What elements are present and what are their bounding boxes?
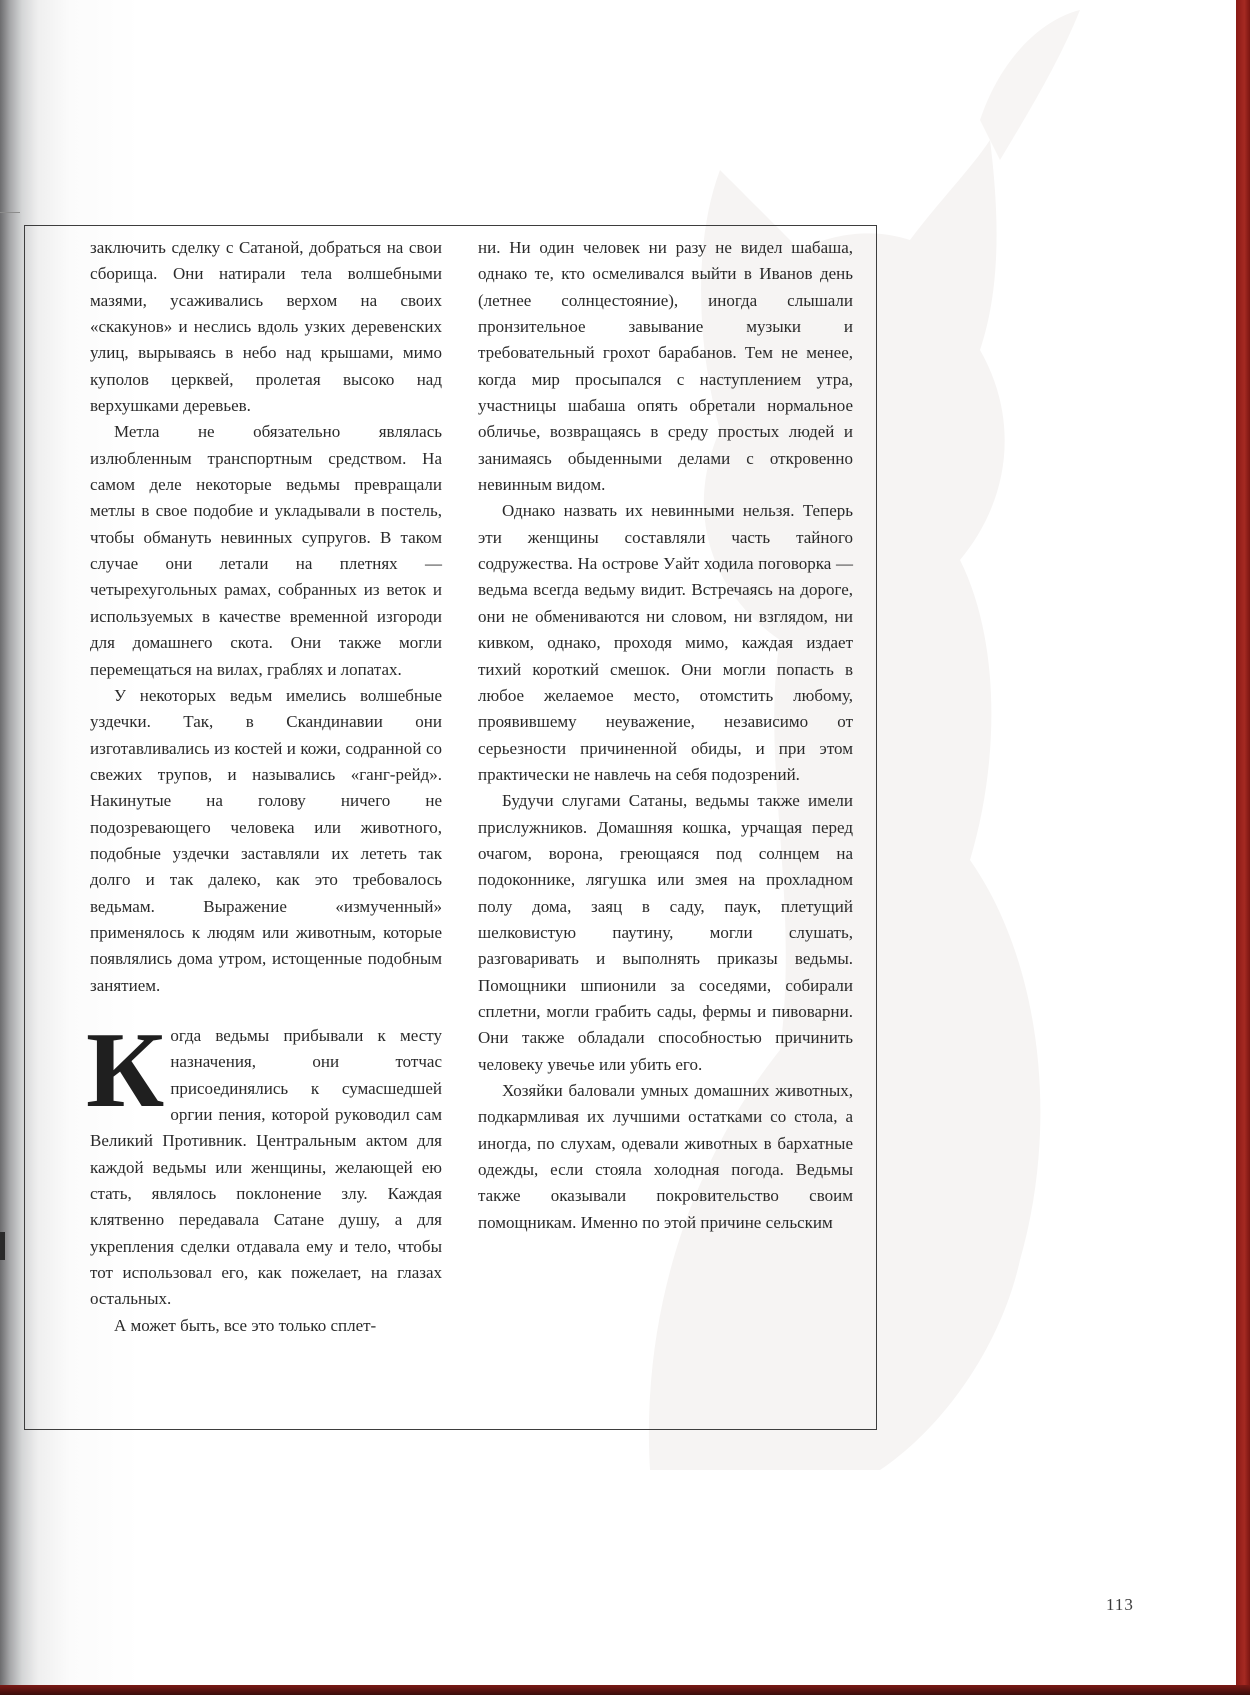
paragraph: ни. Ни один человек ни разу не видел шабаша, однако те, кто осмеливался выйти в Иванов день (летнее солнцестояние), иногда слышали пронзительное завывание музыки и требовательный грохот барабанов. Тем не менее, когда мир просыпался с наступлением утра, участницы шабаша опять обретали нормальное обличье, возвращаясь в среду простых людей и занимаясь обыденными делами с откровенно невинным видом. xyxy=(478,238,853,495)
drop-cap: К xyxy=(86,1010,165,1130)
spine-mark xyxy=(0,1232,5,1260)
paragraph: Хозяйки баловали умных домашних животных, подкармливая их лучшими остатками со стола, а иногда, по слухам, одевали животных в бархатные одежды, если стояла холодная погода. Ведьмы также оказывали покровительство своим помощникам. Именно по этой причине сельским xyxy=(478,1081,853,1232)
paragraph: Однако назвать их невинными нельзя. Теперь эти женщины составляли часть тайного содружества. На острове Уайт ходила поговорка — ведьма всегда ведьму видит. Встречаясь на дороге, они не обмениваются ни словом, ни взглядом, ни кивком, однако, проходя мимо, каждая издает тихий короткий смешок. Они могли попасть в любое желаемое место, отомстить любому, проявившему неуважение, независимо от серьезности причиненной обиды, и при этом практически не навлечь на себя подозрений. xyxy=(478,501,853,784)
paragraph: Будучи слугами Сатаны, ведьмы также имели прислужников. Домашняя кошка, урчащая перед очагом, ворона, греющаяся под солнцем на подоконнике, лягушка или змея на прохладном полу дома, заяц в саду, паук, плетущий шелковистую паутину, могли слушать, разговаривать и выполнять приказы ведьмы. Помощники шпионили за соседями, собирали сплетни, могли грабить сады, фермы и пивоварни. Они также обладали способностью причинить человеку увечье или убить его. xyxy=(478,791,853,1074)
book-cover-edge xyxy=(1236,0,1250,1695)
book-bottom-edge xyxy=(0,1685,1250,1695)
paragraph: заключить сделку с Сатаной, добраться на свои сборища. Они натирали тела волшебными мазями, усаживались верхом на своих «скакунов» и неслись вдоль узких деревенских улиц, вырываясь в небо над крышами, мимо куполов церквей, пролетая высоко над верхушками деревьев. xyxy=(90,238,442,416)
paragraph: Метла не обязательно являлась излюбленным транспортным средством. На самом деле некоторые ведьмы превращали метлы в свое подобие и укладывали в постель, чтобы обмануть невинных супругов. В таком случае они летали на плетнях — четырехугольных рамах, собранных из веток и используемых в качестве временной изгороди для домашнего скота. Они также могли перемещаться на вилах, граблях и лопатах. xyxy=(90,422,442,679)
section-text: огда ведьмы прибывали к месту назначения, они тотчас присоединялись к сумасшедшей оргии пения, которой руководил сам Великий Противник. Центральным актом для каждой ведьмы или женщины, желающей ею стать, являлось поклонение злу. Каждая клятвенно передавала Сатане душу, а для укрепления сделки отдавала ему и тело, чтобы тот использовал его, как пожелает, на глазах остальных. xyxy=(90,1025,442,1309)
left-column xyxy=(86,235,442,1339)
section-paragraph xyxy=(86,1010,442,1313)
paragraph: У некоторых ведьм имелись волшебные уздечки. Так, в Скандинавии они изготавливались из костей и кожи, содранной со свежих трупов, и назывались «ганг-рейд». Накинутые на голову ничего не подозревающего человека или животного, подобные уздечки заставляли их лететь так долго и так далеко, как это требовалось ведьмам. Выражение «измученный» применялось к людям или животным, которые появлялись дома утром, истощенные подобным занятием. xyxy=(90,685,442,995)
page-number: 113 xyxy=(1106,1595,1134,1614)
left-page-rule xyxy=(0,212,20,213)
right-column xyxy=(478,235,853,1236)
paragraph: А может быть, все это только сплет- xyxy=(114,1315,377,1335)
